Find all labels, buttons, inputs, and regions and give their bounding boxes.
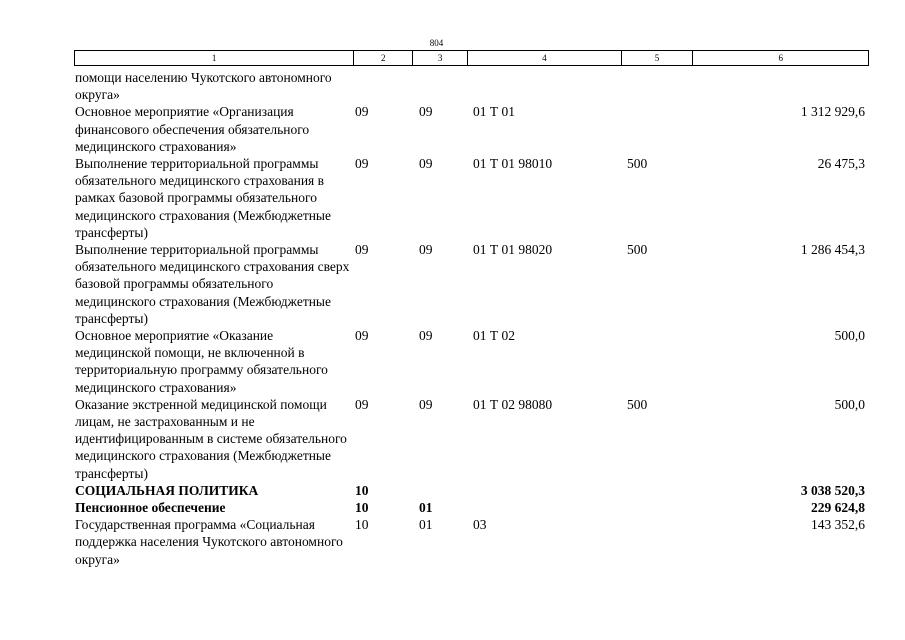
table-row	[75, 396, 870, 482]
table-row	[75, 241, 870, 327]
row-name: Выполнение территориальной программы обязательного медицинского страхования в рамках базовой программы обязательного медицинского страхования (Межбюджетные трансферты)	[75, 156, 331, 240]
row-subsection	[414, 69, 469, 103]
row-expense-type: 500	[627, 396, 648, 412]
row-name: Основное мероприятие «Оказание медицинской помощи, не включенной в территориальную программу обязательного медицинского страхования»	[75, 328, 328, 395]
row-subsection: 01	[419, 500, 433, 516]
row-expense-type: 500	[627, 242, 648, 258]
header-col-3: 3	[413, 51, 468, 65]
row-section	[355, 69, 414, 103]
row-target-article: 01 Т 02 98080	[473, 396, 553, 412]
row-expense-type	[623, 69, 695, 103]
row-target-article: 01 Т 01	[473, 104, 515, 120]
row-expense-type	[623, 516, 695, 568]
header-col-4: 4	[468, 51, 622, 65]
row-amount: 500,0	[834, 328, 865, 344]
row-name: Оказание экстренной медицинской помощи лицам, не застрахованным и не идентифицированным в системе обязательного медицинского страхования (Межбюджетные трансферты)	[75, 396, 347, 481]
row-section: 09	[355, 104, 369, 120]
row-name: СОЦИАЛЬНАЯ ПОЛИТИКА	[75, 482, 259, 498]
row-name: помощи населению Чукотского автономного округа»	[75, 70, 332, 103]
table-row	[75, 103, 870, 155]
row-subsection: 09	[419, 156, 433, 172]
row-expense-type	[623, 499, 695, 516]
header-col-1: 1	[75, 51, 354, 65]
header-col-2: 2	[354, 51, 413, 65]
budget-table-body	[75, 69, 870, 568]
row-name: Выполнение территориальной программы обязательного медицинского страхования сверх базовой программы обязательного медицинского страхования (Межбюджетные трансферты)	[75, 242, 350, 326]
row-amount: 500,0	[834, 396, 865, 412]
row-section: 10	[355, 500, 369, 516]
row-expense-type: 500	[627, 156, 648, 172]
row-section: 10	[355, 517, 369, 533]
row-section: 09	[355, 156, 369, 172]
table-row	[75, 69, 870, 103]
table-row	[75, 155, 870, 241]
row-amount: 3 038 520,3	[800, 482, 865, 498]
row-section: 09	[355, 396, 369, 412]
row-amount: 26 475,3	[817, 156, 865, 172]
row-amount: 229 624,8	[811, 500, 865, 516]
row-name: Пенсионное обеспечение	[75, 500, 226, 516]
row-target-article	[469, 482, 623, 499]
header-col-5: 5	[622, 51, 694, 65]
row-subsection	[414, 482, 469, 499]
row-target-article	[469, 69, 623, 103]
header-col-6: 6	[778, 53, 783, 63]
row-amount	[695, 69, 870, 103]
row-subsection: 09	[419, 396, 433, 412]
row-amount: 1 312 929,6	[800, 104, 865, 120]
row-subsection: 09	[419, 242, 433, 258]
row-subsection: 01	[419, 517, 433, 533]
row-amount: 1 286 454,3	[800, 242, 865, 258]
page-number: 804	[429, 38, 444, 48]
row-name: Государственная программа «Социальная поддержка населения Чукотского автономного округа»	[75, 517, 343, 567]
row-subsection: 09	[419, 104, 433, 120]
row-expense-type	[623, 482, 695, 499]
row-subsection: 09	[419, 328, 433, 344]
table-row	[75, 327, 870, 396]
row-target-article: 01 Т 02	[473, 328, 515, 344]
row-amount: 143 352,6	[811, 517, 865, 533]
row-target-article: 03	[473, 517, 487, 533]
row-target-article: 01 Т 01 98010	[473, 156, 553, 172]
table-row	[75, 516, 870, 568]
table-row	[75, 482, 870, 499]
row-target-article	[469, 499, 623, 516]
row-target-article: 01 Т 01 98020	[473, 242, 553, 258]
row-section: 09	[355, 242, 369, 258]
table-header	[74, 50, 869, 66]
row-section: 09	[355, 328, 369, 344]
row-expense-type	[623, 103, 695, 155]
row-section: 10	[355, 482, 369, 498]
row-expense-type	[623, 327, 695, 396]
row-name: Основное мероприятие «Организация финансового обеспечения обязательного медицинского страхования»	[75, 104, 310, 154]
table-row	[75, 499, 870, 516]
